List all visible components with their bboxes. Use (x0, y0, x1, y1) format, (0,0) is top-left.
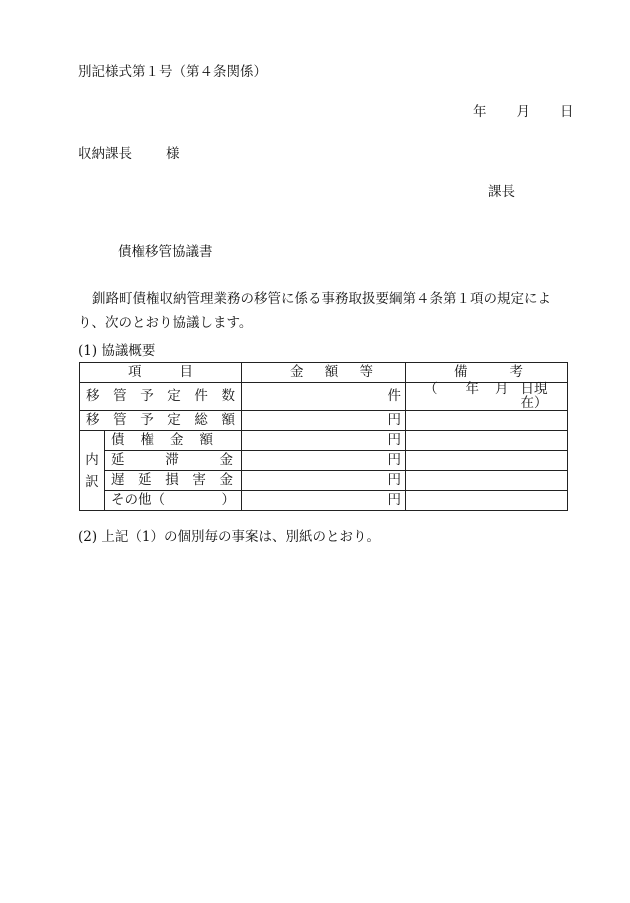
table-header-row (80, 363, 568, 383)
breakdown-label-char: 訳 (85, 473, 99, 490)
row-amount-unit: 円 (242, 411, 406, 431)
form-number: 別記様式第１号（第４条関係） (78, 64, 267, 80)
sender: 課長 (488, 184, 515, 200)
remarks-text: 年 (465, 381, 479, 397)
label-char: 予 (140, 387, 154, 404)
label-char: 滞 (165, 451, 179, 468)
label-char: 数 (221, 387, 235, 404)
row-amount-unit: 円 (242, 451, 406, 471)
label-char: 管 (113, 387, 127, 404)
header-item-char: 目 (179, 363, 193, 380)
section-2-text: (2) 上記（1）の個別毎の事案は、別紙のとおり。 (78, 529, 381, 545)
row-item-label (80, 383, 242, 411)
header-amount-char: 額 (324, 363, 339, 380)
label-char: 定 (167, 411, 181, 428)
breakdown-label (80, 431, 105, 511)
addressee-name: 収納課長 (78, 146, 132, 162)
remarks-text: 月 (495, 381, 509, 397)
row-item-label (105, 471, 242, 491)
row-remarks (406, 491, 568, 511)
table-row (80, 491, 568, 511)
date-day-label: 日 (560, 104, 574, 120)
label-char: 延 (111, 451, 125, 468)
header-item-char: 項 (128, 363, 142, 380)
row-item-label (105, 451, 242, 471)
row-remarks (406, 383, 568, 411)
label-char: 権 (140, 431, 154, 448)
row-item-label (105, 491, 242, 511)
label-char: 損 (165, 471, 179, 488)
label-char: 額 (199, 431, 213, 448)
table-row (80, 411, 568, 431)
table-row (80, 451, 568, 471)
label-char: 予 (140, 411, 154, 428)
label-char: ） (221, 491, 235, 508)
label-char: 定 (167, 387, 181, 404)
header-amount-char: 金 (290, 363, 304, 380)
date-month-label: 月 (516, 104, 530, 120)
label-char: 額 (221, 411, 235, 428)
label-char: 件 (194, 387, 208, 404)
row-amount-unit: 件 (242, 383, 406, 411)
remarks-text: （ (424, 381, 438, 397)
label-char: 移 (86, 411, 100, 428)
document-title: 債権移管協議書 (118, 244, 213, 260)
label-char: その他（ (111, 491, 165, 508)
label-char: 移 (86, 387, 100, 404)
label-char: 遅 (111, 471, 125, 488)
row-item-label (80, 411, 242, 431)
table-row (80, 431, 568, 451)
row-amount-unit: 円 (242, 471, 406, 491)
section-1-heading: (1) 協議概要 (78, 343, 156, 359)
row-item-label (105, 431, 242, 451)
table-row (80, 471, 568, 491)
label-char: 債 (111, 431, 125, 448)
header-amount (242, 363, 406, 383)
label-char: 金 (219, 451, 233, 468)
breakdown-label-char: 内 (85, 451, 99, 468)
label-char: 害 (192, 471, 206, 488)
date-year-label: 年 (473, 104, 487, 120)
header-remarks-char: 考 (509, 363, 523, 380)
label-char: 管 (113, 411, 127, 428)
addressee-honorific: 様 (166, 146, 180, 162)
label-char: 総 (194, 411, 208, 428)
header-remarks (406, 363, 568, 383)
row-remarks (406, 471, 568, 491)
row-amount-unit: 円 (242, 491, 406, 511)
row-remarks (406, 431, 568, 451)
row-remarks (406, 451, 568, 471)
header-amount-char: 等 (359, 363, 373, 380)
row-amount-unit: 円 (242, 431, 406, 451)
row-remarks (406, 411, 568, 431)
header-item (80, 363, 242, 383)
table-row (80, 383, 568, 411)
label-char: 金 (170, 431, 184, 448)
label-char: 延 (138, 471, 152, 488)
header-remarks-char: 備 (454, 363, 468, 380)
date-line (473, 106, 574, 120)
remarks-text: 日現在） (520, 381, 548, 411)
addressee (78, 148, 180, 162)
body-text: 釧路町債権収納管理業務の移管に係る事務取扱要綱第４条第１項の規定により、次のとおり協議します。 (78, 291, 551, 331)
label-char: 金 (219, 471, 233, 488)
summary-table (79, 362, 568, 511)
